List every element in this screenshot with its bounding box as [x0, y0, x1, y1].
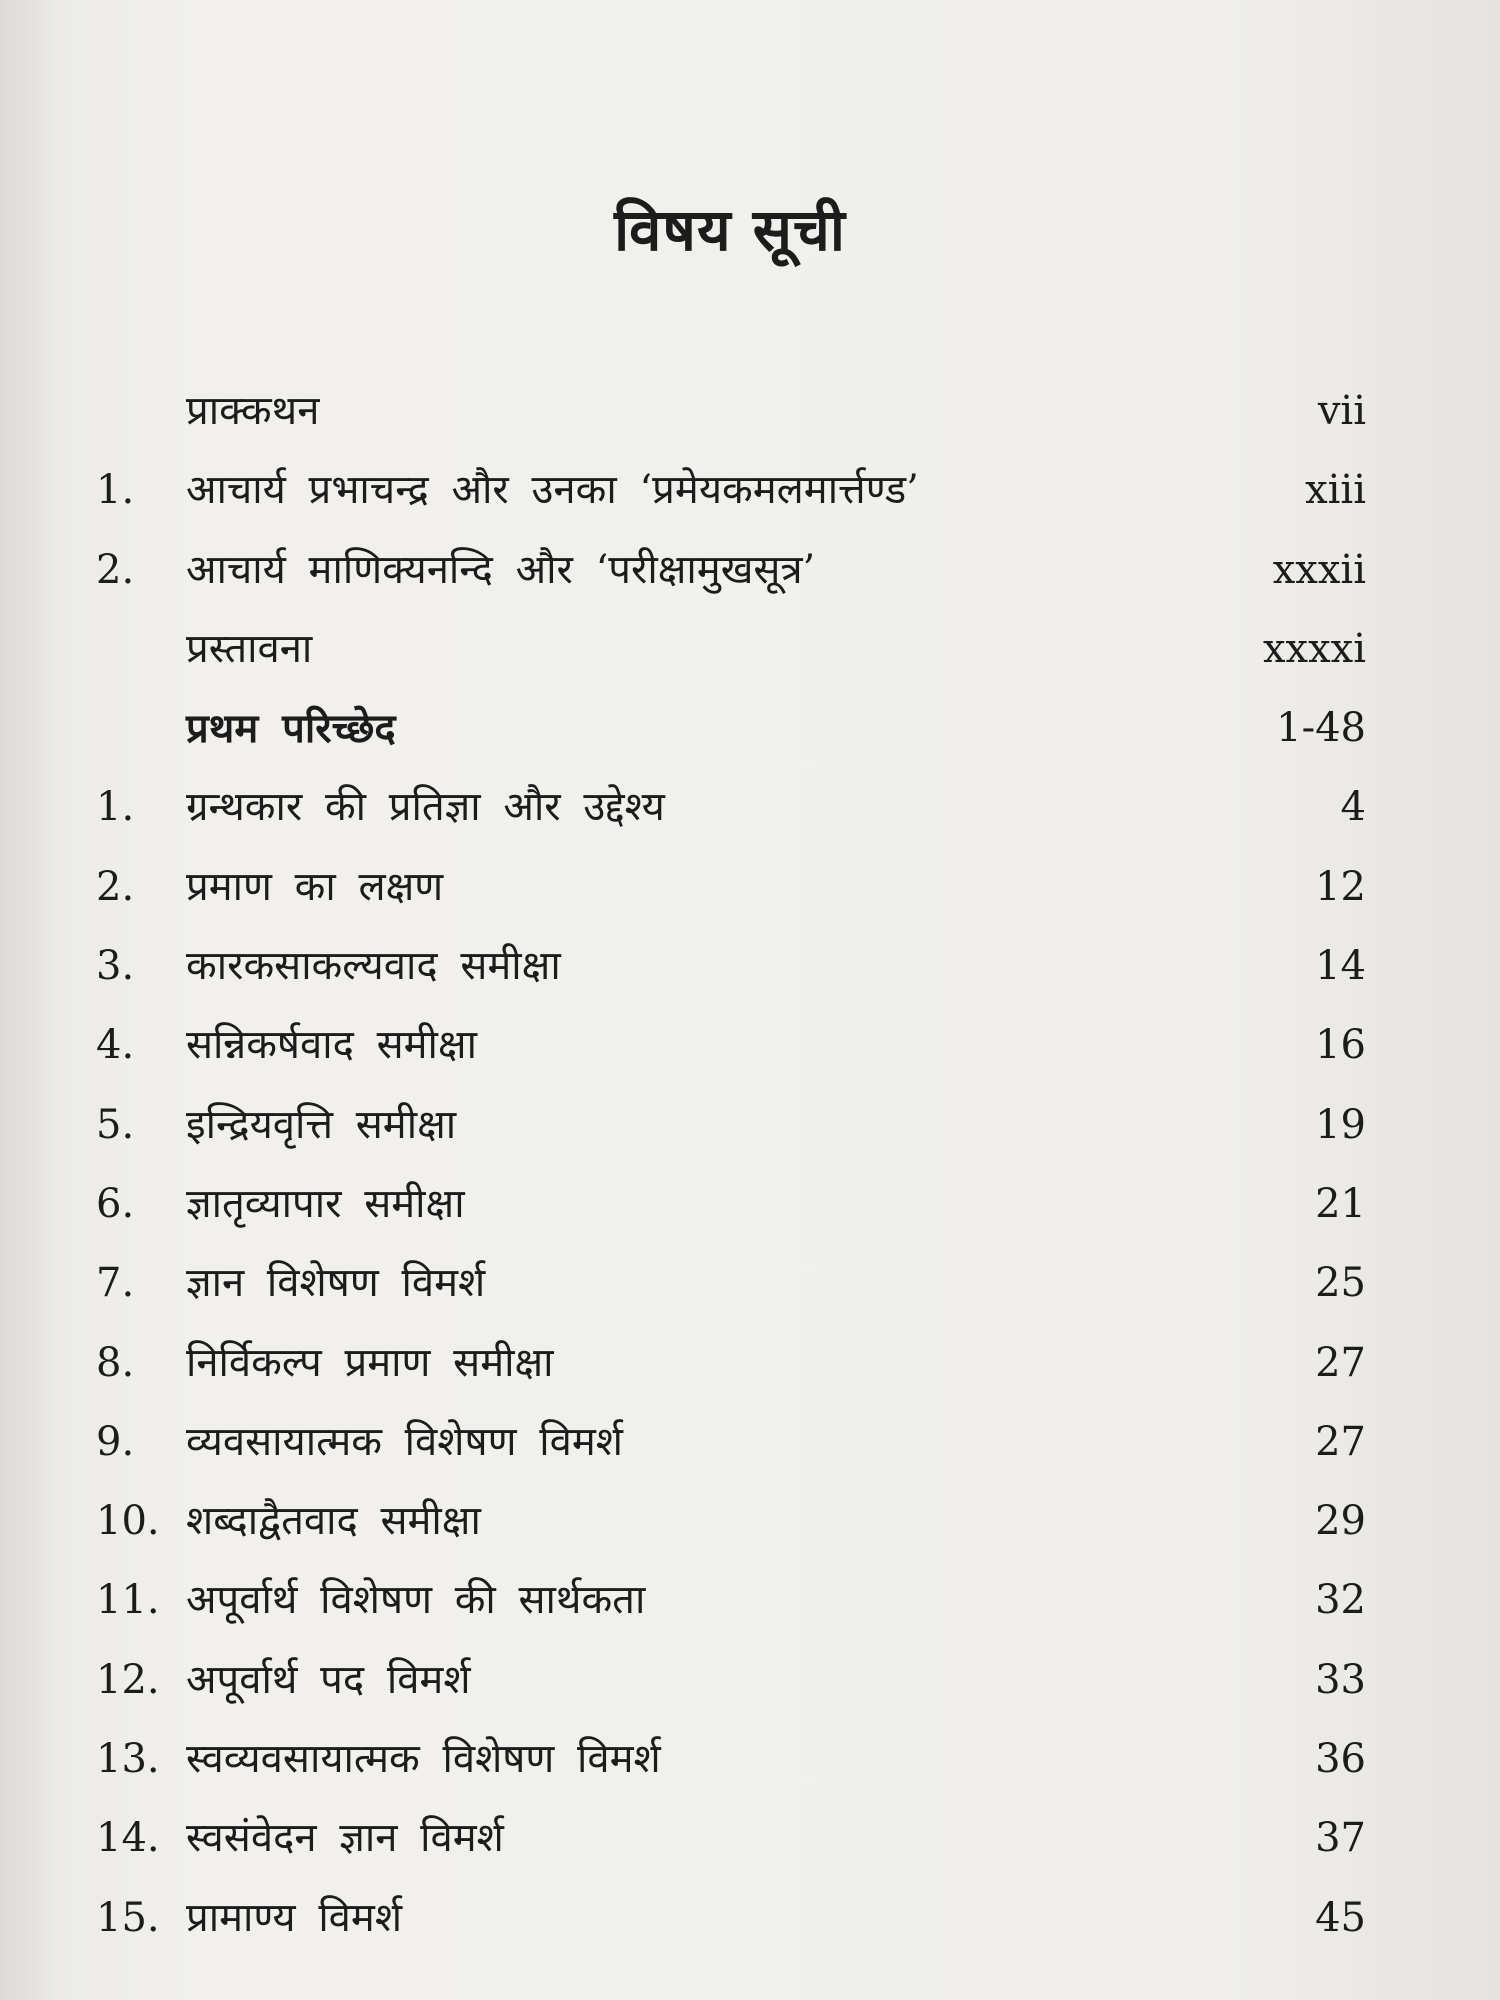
- table-of-contents: [96, 372, 1366, 1958]
- toc-entry: [96, 1403, 1366, 1482]
- toc-entry: [96, 1324, 1366, 1403]
- entry-number: 6.: [96, 1180, 135, 1227]
- toc-section-heading: [96, 689, 1366, 768]
- entry-number: 3.: [96, 943, 135, 990]
- entry-page: 45: [1315, 1894, 1366, 1941]
- entry-page: 19: [1315, 1101, 1366, 1148]
- toc-entry: [96, 1482, 1366, 1561]
- toc-entry: [96, 1879, 1366, 1958]
- entry-title: कारकसाकल्यवाद समीक्षा: [186, 943, 561, 990]
- entry-page: 37: [1315, 1815, 1366, 1862]
- entry-title: ग्रन्थकार की प्रतिज्ञा और उद्देश्य: [186, 784, 665, 831]
- entry-page: xiii: [1305, 467, 1366, 514]
- entry-number: 1.: [96, 467, 135, 514]
- entry-title: सन्निकर्षवाद समीक्षा: [186, 1022, 477, 1069]
- entry-page: 1-48: [1276, 705, 1366, 752]
- toc-entry: [96, 927, 1366, 1006]
- entry-title: स्वसंवेदन ज्ञान विमर्श: [186, 1815, 504, 1862]
- entry-page: 12: [1315, 863, 1366, 910]
- toc-entry: [96, 1244, 1366, 1323]
- entry-page: 32: [1315, 1577, 1366, 1624]
- entry-title: प्रामाण्य विमर्श: [186, 1894, 403, 1941]
- entry-title: आचार्य माणिक्यनन्दि और ‘परीक्षामुखसूत्र’: [186, 546, 816, 593]
- toc-entry: [96, 1799, 1366, 1878]
- entry-number: 2.: [96, 863, 135, 910]
- toc-entry: [96, 1165, 1366, 1244]
- toc-entry: [96, 451, 1366, 530]
- entry-number: 7.: [96, 1260, 135, 1307]
- entry-title: स्वव्यवसायात्मक विशेषण विमर्श: [186, 1736, 661, 1783]
- entry-number: 14.: [96, 1815, 160, 1862]
- entry-page: 14: [1315, 943, 1366, 990]
- entry-number: 5.: [96, 1101, 135, 1148]
- entry-title: प्रस्तावना: [186, 625, 313, 672]
- entry-page: 27: [1315, 1418, 1366, 1465]
- entry-title: इन्द्रियवृत्ति समीक्षा: [186, 1101, 457, 1148]
- entry-title: प्रमाण का लक्षण: [186, 863, 444, 910]
- toc-entry: [96, 1006, 1366, 1085]
- entry-page: 16: [1315, 1022, 1366, 1069]
- entry-title: आचार्य प्रभाचन्द्र और उनका ‘प्रमेयकमलमार्त्तण्ड’: [186, 467, 919, 514]
- entry-number: 1.: [96, 784, 135, 831]
- entry-page: 33: [1315, 1656, 1366, 1703]
- entry-title: अपूर्वार्थ विशेषण की सार्थकता: [186, 1577, 646, 1624]
- toc-entry: [96, 1561, 1366, 1640]
- entry-title: ज्ञान विशेषण विमर्श: [186, 1260, 486, 1307]
- toc-entry: [96, 768, 1366, 847]
- entry-page: 25: [1315, 1260, 1366, 1307]
- entry-number: 11.: [96, 1577, 160, 1624]
- entry-title: निर्विकल्प प्रमाण समीक्षा: [186, 1339, 554, 1386]
- toc-entry: [96, 531, 1366, 610]
- entry-title: शब्दाद्वैतवाद समीक्षा: [186, 1498, 481, 1545]
- entry-number: 9.: [96, 1418, 135, 1465]
- entry-number: 12.: [96, 1656, 160, 1703]
- toc-entry: [96, 1641, 1366, 1720]
- entry-number: 8.: [96, 1339, 135, 1386]
- toc-entry: [96, 1086, 1366, 1165]
- entry-number: 10.: [96, 1498, 160, 1545]
- toc-entry: [96, 610, 1366, 689]
- entry-page: 29: [1315, 1498, 1366, 1545]
- entry-page: 36: [1315, 1736, 1366, 1783]
- toc-entry: [96, 1720, 1366, 1799]
- entry-number: 13.: [96, 1736, 160, 1783]
- entry-title: व्यवसायात्मक विशेषण विमर्श: [186, 1418, 623, 1465]
- entry-number: 2.: [96, 546, 135, 593]
- entry-page: xxxxi: [1262, 625, 1366, 672]
- entry-page: 4: [1340, 784, 1366, 831]
- entry-page: vii: [1317, 388, 1366, 434]
- entry-title: प्राक्कथन: [186, 388, 320, 434]
- entry-page: 27: [1315, 1339, 1366, 1386]
- toc-entry: [96, 372, 1366, 451]
- entry-number: 4.: [96, 1022, 135, 1069]
- entry-title: ज्ञातृव्यापार समीक्षा: [186, 1180, 465, 1227]
- page-title: विषय सूची: [614, 196, 846, 264]
- toc-entry: [96, 848, 1366, 927]
- entry-page: 21: [1315, 1180, 1366, 1227]
- entry-title: अपूर्वार्थ पद विमर्श: [186, 1656, 471, 1703]
- entry-title: प्रथम परिच्छेद: [186, 705, 396, 753]
- entry-page: xxxii: [1272, 546, 1366, 593]
- entry-number: 15.: [96, 1894, 160, 1941]
